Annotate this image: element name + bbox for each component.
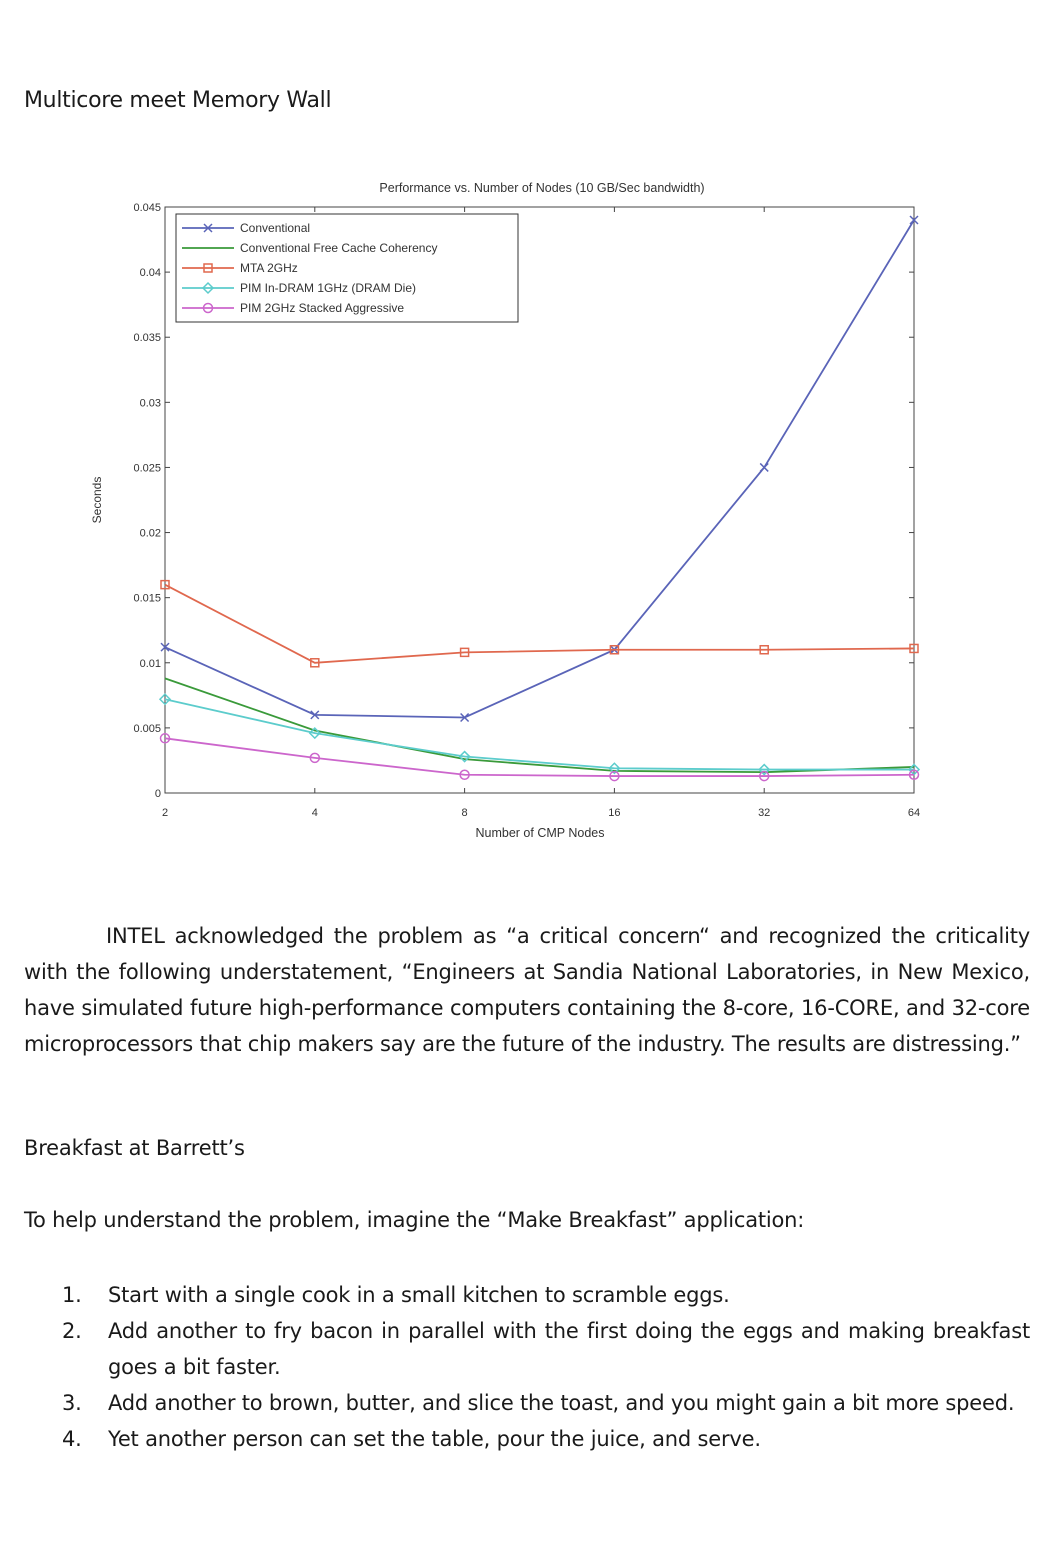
list-item-text: Add another to brown, butter, and slice the toast, and you might gain a bit more speed. <box>108 1391 1015 1415</box>
series-mta-2ghz <box>161 581 918 667</box>
chart-legend <box>176 214 518 322</box>
list-item <box>24 1313 1030 1385</box>
list-number: 1. <box>62 1283 82 1307</box>
page-heading: Multicore meet Memory Wall <box>24 88 332 113</box>
body-paragraph <box>24 918 1030 1062</box>
y-tick-label: 0.03 <box>139 397 161 410</box>
y-tick-label: 0.04 <box>139 267 161 280</box>
legend-label: PIM In-DRAM 1GHz (DRAM Die) <box>240 281 417 295</box>
y-tick-label: 0.005 <box>133 722 161 735</box>
series-pim-2ghz-stacked-aggressive <box>161 734 919 781</box>
performance-chart <box>0 170 1000 850</box>
legend-label: PIM 2GHz Stacked Aggressive <box>240 301 405 315</box>
x-tick-label: 8 <box>461 807 468 819</box>
list-item-text: Add another to fry bacon in parallel with the first doing the eggs and making breakfast goes a bit faster. <box>108 1319 1030 1379</box>
x-tick-label: 2 <box>161 807 169 819</box>
x-tick-label: 16 <box>608 807 621 819</box>
data-point <box>760 463 768 471</box>
series-line <box>165 699 914 769</box>
y-tick-label: 0 <box>154 788 161 800</box>
list-number: 2. <box>62 1319 82 1343</box>
intro-text: To help understand the problem, imagine the “Make Breakfast” application: <box>24 1208 805 1232</box>
list-item-text: Yet another person can set the table, pour the juice, and serve. <box>108 1427 761 1451</box>
x-tick-label: 4 <box>311 807 318 819</box>
list-item-text: Start with a single cook in a small kitchen to scramble eggs. <box>108 1283 730 1307</box>
y-tick-label: 0.01 <box>139 657 161 670</box>
steps-list <box>24 1277 1030 1457</box>
y-tick-label: 0.025 <box>133 462 161 475</box>
series-pim-in-dram-1ghz-dram-die- <box>160 694 919 774</box>
y-tick-label: 0.035 <box>133 332 161 345</box>
legend-label: MTA 2GHz <box>240 261 298 275</box>
list-item <box>24 1277 1030 1313</box>
list-item <box>24 1385 1030 1421</box>
list-item <box>24 1421 1030 1457</box>
y-tick-label: 0.015 <box>133 592 161 605</box>
chart-title: Performance vs. Number of Nodes (10 GB/Sec bandwidth) <box>379 181 705 195</box>
section-heading: Breakfast at Barrett’s <box>24 1136 245 1160</box>
x-tick-label: 64 <box>907 807 921 819</box>
list-number: 3. <box>62 1391 82 1415</box>
x-tick-label: 32 <box>758 807 771 819</box>
y-tick-label: 0.02 <box>139 527 161 540</box>
list-number: 4. <box>62 1427 82 1451</box>
legend-label: Conventional <box>240 221 311 235</box>
legend-label: Conventional Free Cache Coherency <box>240 241 438 255</box>
y-axis-label: Seconds <box>90 476 104 524</box>
series-line <box>165 585 914 663</box>
x-axis-label: Number of CMP Nodes <box>475 826 605 840</box>
y-tick-label: 0.045 <box>133 202 161 214</box>
paragraph-text: INTEL acknowledged the problem as “a critical concern“ and recognized the criticality with the following understatement, “Engineers at Sandia National Laboratories, in New Mexico, have simulated future high-performance computers containing the 8-core, 16-CORE, and 32-core microprocessors that chip makers say are the future of the industry. The results are distressing.” <box>24 924 1030 1056</box>
